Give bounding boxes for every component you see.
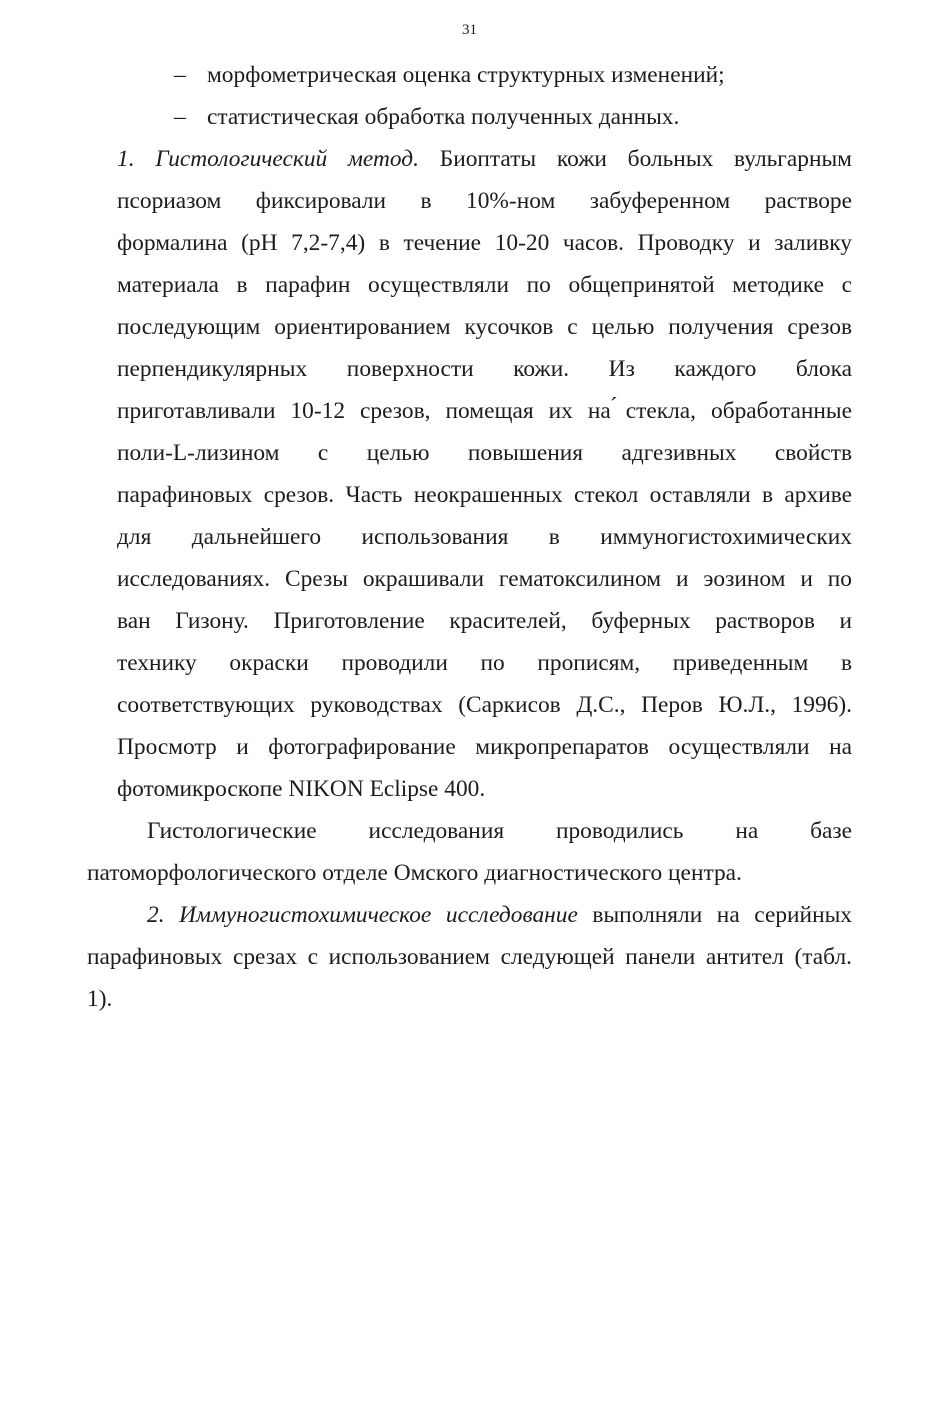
paragraph-line: парафиновых срезах с использованием следующей панели антител (табл.: [87, 944, 852, 970]
bullet-dash: –: [174, 104, 186, 130]
page-text: [87, 54, 852, 1020]
paragraph-text: Биоптаты кожи больных вульгарным: [418, 146, 852, 172]
paragraph-line: технику окраски проводили по прописям, приведенным в: [117, 650, 852, 676]
paragraph-line: перпендикулярных поверхности кожи. Из каждого блока: [117, 356, 852, 382]
paragraph-line: парафиновых срезов. Часть неокрашенных стекол оставляли в архиве: [117, 482, 852, 508]
paragraph-line: патоморфологического отделе Омского диагностического центра.: [87, 860, 742, 886]
list-item: [87, 54, 852, 96]
paragraph-text: выполняли на серийных: [577, 902, 852, 928]
paragraph-line: формалина (рН 7,2-7,4) в течение 10-20 часов. Проводку и заливку: [117, 230, 852, 256]
paragraph-line: [87, 138, 852, 180]
paragraph-line: поли-L-лизином с целью повышения адгезивных свойств: [117, 440, 852, 466]
paragraph-line: соответствующих руководствах (Саркисов Д.С., Перов Ю.Л., 1996).: [117, 692, 852, 718]
paragraph-line: Просмотр и фотографирование микропрепаратов осуществляли на: [117, 734, 852, 760]
paragraph-line: приготавливали 10-12 срезов, помещая их на ́стекла, обработанные: [117, 398, 852, 424]
page-number: 31: [462, 22, 477, 38]
paragraph-line: последующим ориентированием кусочков с целью получения срезов: [117, 314, 852, 340]
paragraph-line: ван Гизону. Приготовление красителей, буферных растворов и: [117, 608, 852, 634]
list-item-text: статистическая обработка полученных данных.: [207, 104, 680, 130]
section-heading: 2. Иммуногистохимическое исследование: [147, 902, 578, 928]
paragraph-line: для дальнейшего использования в иммуногистохимических: [117, 524, 852, 550]
paragraph-line: Гистологические исследования проводились на базе: [147, 818, 852, 844]
paragraph-line: псориазом фиксировали в 10%-ном забуференном растворе: [117, 188, 852, 214]
paragraph-line: 1).: [87, 986, 113, 1012]
paragraph-line: материала в парафин осуществляли по общепринятой методике с: [117, 272, 852, 298]
paragraph-line: [87, 894, 852, 936]
bullet-dash: –: [174, 62, 186, 88]
list-item-text: морфометрическая оценка структурных изменений;: [207, 62, 725, 88]
list-item: [87, 96, 852, 138]
section-heading: 1. Гистологический метод.: [117, 146, 419, 172]
paragraph-line: исследованиях. Срезы окрашивали гематоксилином и эозином и по: [117, 566, 852, 592]
paragraph-line: фотомикроскопе NIKON Eclipse 400.: [117, 776, 486, 802]
